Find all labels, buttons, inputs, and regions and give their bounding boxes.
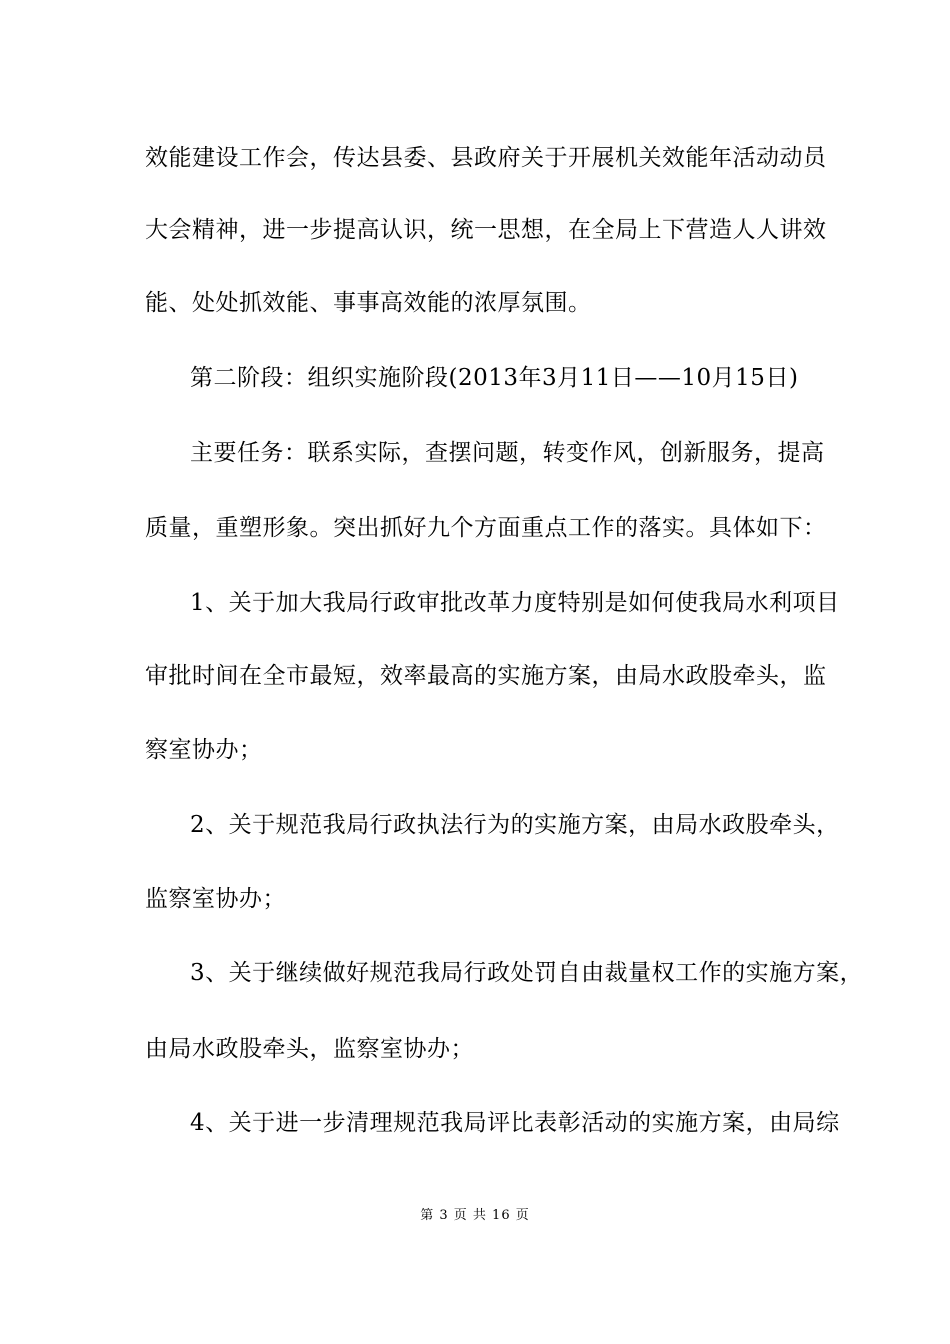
list-item-4: 4、关于进一步清理规范我局评比表彰活动的实施方案，由局综 [190, 1110, 840, 1136]
list-item-1: 1、关于加大我局行政审批改革力度特别是如何使我局水利项目 [190, 590, 840, 616]
text-line-main-tasks: 主要任务：联系实际，查摆问题，转变作风，创新服务，提高 [190, 440, 825, 466]
text-line-3: 能、处处抓效能、事事高效能的浓厚氛围。 [145, 290, 592, 316]
list-item-2-cont: 监察室协办； [145, 886, 286, 912]
list-item-3: 3、关于继续做好规范我局行政处罚自由裁量权工作的实施方案， [190, 960, 864, 986]
list-item-1-cont-2: 察室协办； [145, 737, 263, 763]
text-line-1: 效能建设工作会，传达县委、县政府关于开展机关效能年活动动员 [145, 145, 827, 171]
list-item-2: 2、关于规范我局行政执法行为的实施方案，由局水政股牵头， [190, 812, 840, 838]
text-line-2: 大会精神，进一步提高认识，统一思想，在全局上下营造人人讲效 [145, 217, 827, 243]
list-item-1-cont-1: 审批时间在全市最短，效率最高的实施方案，由局水政股牵头，监 [145, 663, 827, 689]
text-line-6: 质量，重塑形象。突出抓好九个方面重点工作的落实。具体如下： [145, 515, 827, 541]
list-item-3-cont: 由局水政股牵头，监察室协办； [145, 1036, 474, 1062]
section-heading-stage-two: 第二阶段：组织实施阶段(2013年3月11日——10月15日) [190, 365, 799, 391]
page-number-footer: 第 3 页 共 16 页 [420, 1208, 530, 1223]
